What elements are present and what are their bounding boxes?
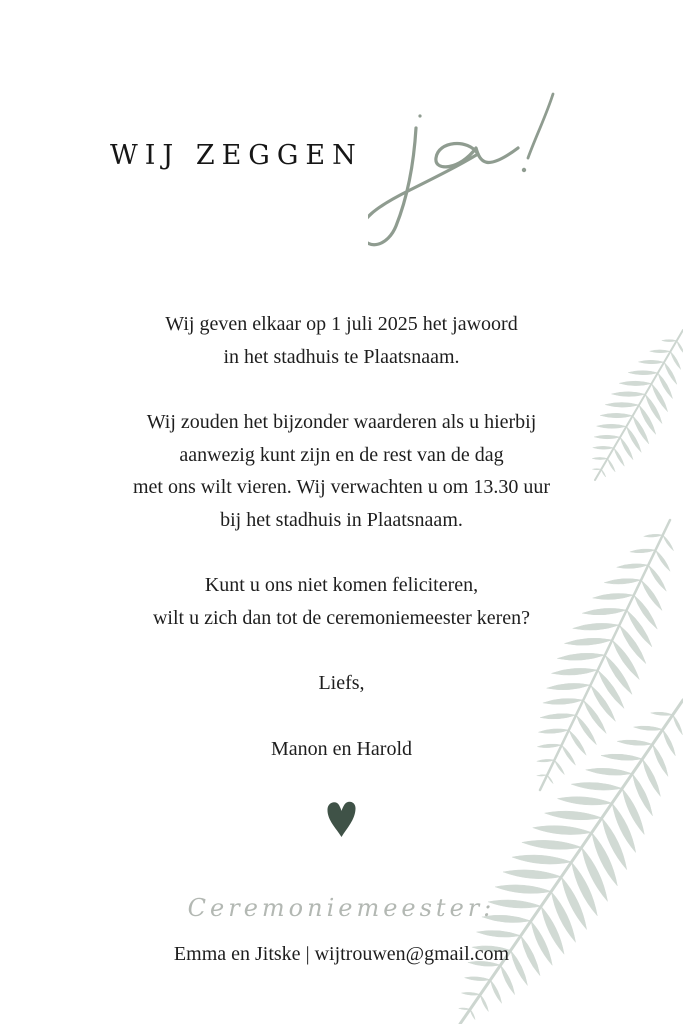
line: Manon en Harold [270, 737, 413, 760]
line: Liefs, [318, 672, 365, 694]
headline: WIJ ZEGGEN [110, 140, 363, 171]
line: Kunt u ons niet komen feliciteren, [204, 574, 479, 596]
line: wilt u zich dan tot de ceremoniemeester keren? [152, 606, 531, 629]
line: Wij geven elkaar op 1 juli 2025 het jawoord [165, 313, 518, 335]
line: met ons wilt vieren. Wij verwachten u om 13.30 uur [132, 476, 551, 498]
ceremony-master-label: Ceremoniemeester: [187, 894, 496, 922]
script-ja [368, 86, 568, 256]
line: bij het stadhuis in Plaatsnaam. [220, 508, 463, 531]
invitation-body [60, 308, 623, 798]
paragraph-invite [60, 406, 623, 536]
paragraph-congratulate [60, 569, 623, 634]
line: aanwezig kunt zijn en de rest van de dag [179, 443, 504, 466]
script-ja-text: ja! [368, 86, 370, 87]
heart-icon [326, 800, 357, 838]
contact-line: Emma en Jitske | wijtrouwen@gmail.com [173, 943, 510, 965]
line: Wij zouden het bijzonder waarderen als u hierbij [146, 411, 537, 433]
line: in het stadhuis te Plaatsnaam. [223, 345, 460, 368]
greeting [60, 667, 623, 700]
paragraph-date [60, 308, 623, 373]
couple-names [60, 733, 623, 766]
